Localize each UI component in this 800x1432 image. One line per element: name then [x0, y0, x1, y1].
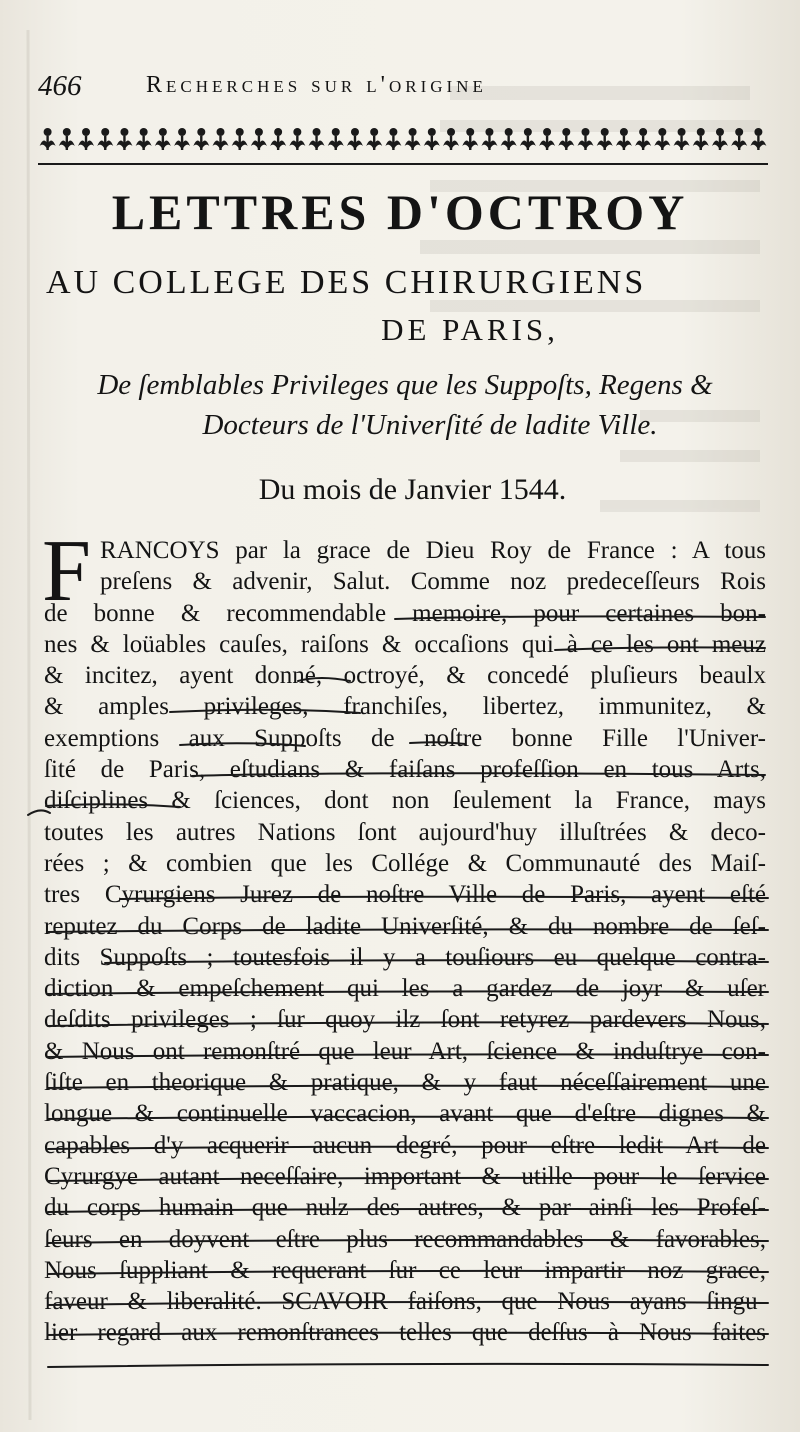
body-line: lier regard aux remonſtrances telles que deſſus à Nous faites — [44, 1319, 766, 1347]
body-line: du corps humain que nulz des autres, & par ainſi les Profeſ- — [44, 1194, 766, 1222]
body-line: longue & continuelle vaccacion, avant que d'eſtre dignes & — [44, 1100, 766, 1128]
body-line: Nous ſuppliant & requerant ſur ce leur impartir noz grace, — [44, 1256, 766, 1284]
body-line: ſité de Paris, eſtudians & faiſans profeſſion en tous Arts, — [44, 756, 766, 784]
title-lettres-doctroy: LETTRES D'OCTROY — [111, 184, 689, 240]
subtitle — [40, 365, 770, 445]
body-line: & incitez, ayent donné, octroyé, & concedé pluſieurs beaulx — [44, 662, 766, 690]
body-text — [42, 523, 766, 1349]
body-line: deſdits privileges ; ſur quoy ilz ſont retyrez pardevers Nous, — [44, 1006, 766, 1034]
body-line: diſciplines & ſciences, dont non ſeulement la France, mays — [44, 787, 766, 815]
body-line: nes & loüables cauſes, raiſons & occaſions qui à ce les ont meuz — [44, 630, 766, 658]
body-line: faveur & liberalité. SCAVOIR faiſons, que Nous ayans ſingu- — [44, 1288, 766, 1316]
body-line: RANCOYS par la grace de Dieu Roy de France : A tous — [100, 537, 766, 564]
title-au-college: AU COLLEGE DES CHIRURGIENS — [46, 264, 647, 301]
running-title: Recherches sur l'origine — [146, 72, 487, 98]
body-line: toutes les autres Nations ſont aujourd'huy illuſtrées & deco- — [44, 818, 766, 846]
page-number: 466 — [38, 70, 82, 102]
title-de-paris: DE PARIS, — [381, 312, 559, 347]
drop-cap: F — [42, 523, 91, 620]
body-line: & Nous ont remonſtré que leur Art, ſcience & induſtrye con- — [44, 1037, 766, 1065]
body-line: dits Suppoſts ; toutesfois il y a touſiours eu quelque contra- — [44, 943, 766, 971]
body-line: ſiſte en theorique & pratique, & y faut néceſſairement une — [44, 1069, 766, 1097]
body-line: Cyrurgye autant neceſſaire, important & utille pour le ſervice — [44, 1162, 766, 1190]
body-line: diction & empeſchement qui les a gardez de joyr & uſer — [44, 975, 766, 1003]
body-line: exemptions aux Suppoſts de noſtre bonne Fille l'Univer- — [44, 724, 766, 752]
running-head — [38, 70, 758, 106]
body-line: tres Cyrurgiens Jurez de noſtre Ville de Paris, ayent eſté — [44, 881, 766, 909]
subtitle-line-2: Docteurs de l'Univerſité de ladite Ville. — [202, 409, 658, 441]
date-line: Du mois de Janvier 1544. — [258, 473, 567, 506]
body-line: ſeurs en doyvent eſtre plus recommandables & favorables, — [44, 1225, 766, 1253]
fleuron-border — [38, 118, 768, 168]
body-line: rées ; & combien que les Collége & Communauté des Maiſ- — [44, 849, 766, 877]
body-line: & amples privileges, franchiſes, libertez, immunitez, & — [44, 693, 766, 721]
body-line: de bonne & recommendable memoire, pour certaines bon- — [44, 599, 766, 627]
body-line: reputez du Corps de ladite Univerſité, & du nombre de ſeſ- — [44, 912, 766, 940]
body-line: preſens & advenir, Salut. Comme noz predeceſſeurs Rois — [100, 568, 766, 596]
subtitle-line-1: De ſemblables Privileges que les Suppoſts, Regens & — [97, 369, 713, 401]
body-line: capables d'y acquerir aucun degré, pour eſtre ledit Art de — [44, 1131, 766, 1159]
